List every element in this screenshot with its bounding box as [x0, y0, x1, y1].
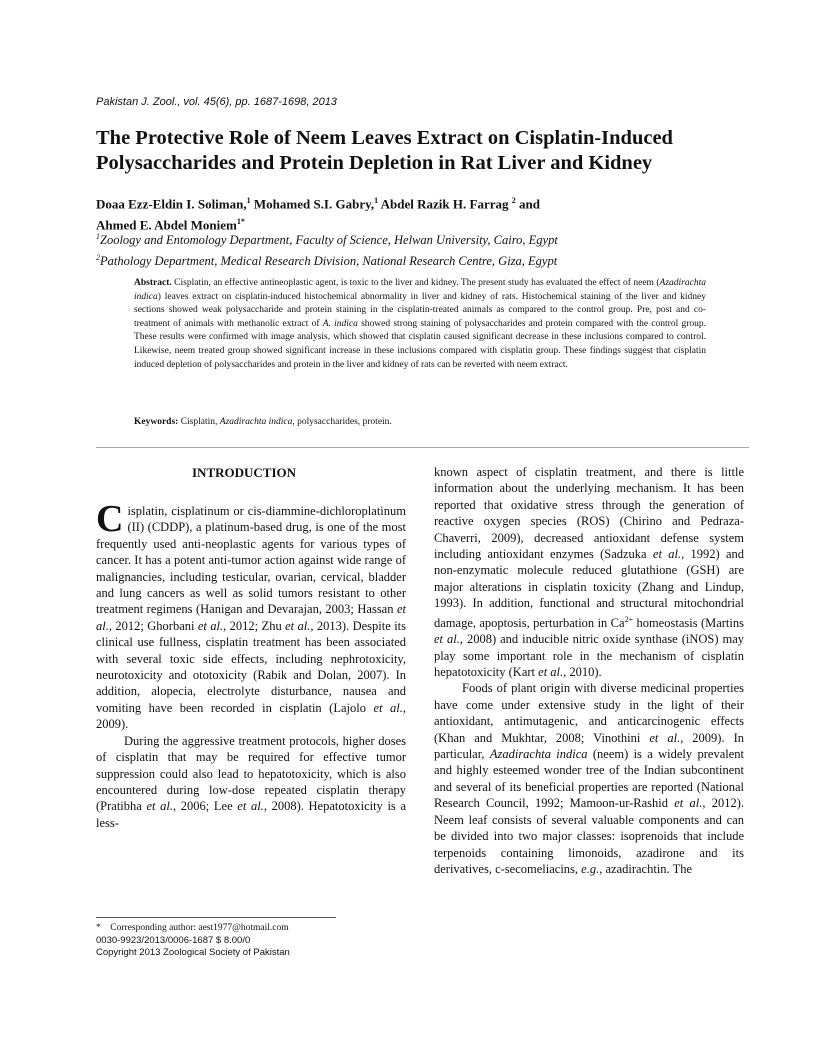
paper-title: The Protective Role of Neem Leaves Extract on Cisplatin-Induced Polysaccharides and Protein Depletion in Rat Liver and Kidney — [96, 127, 673, 174]
author-3: Abdel Razik H. Farrag — [378, 196, 512, 212]
keywords: Keywords: Cisplatin, Azadirachta indica, polysaccharides, protein. — [134, 417, 392, 427]
affiliation-1: $^1$Zoology and Entomology Department, Faculty of Science, Helwan University, Cairo, Egypt — [96, 232, 558, 248]
author-3-affil: 2 — [511, 196, 516, 205]
author-1-affil: 1 — [246, 196, 251, 205]
intro-paragraph-4: Foods of plant origin with diverse medicinal properties have come under extensive study in the light of their antioxidant, antimutagenic, and anticarcinogenic effects (Khan and Mukhtar, 2008; Vinothini et al., 2009). In particular, Azadirachta indica (neem) is a widely prevalent and highly esteemed wonder tree of the Indian subcontinent and several of its beneficial properties are reported (National Research Council, 1992; Mamoon-ur-Rashid et al., 2012). Neem leaf consists of several valuable components and can be divided into two major classes: isoprenoids that include terpenoids containing limonoids, azadirone and its derivatives, c-secomeliacins, e.g., azadirachtin. The — [434, 681, 744, 876]
left-column — [96, 498, 407, 831]
author-and: and — [515, 196, 540, 212]
drop-cap: C — [96, 498, 124, 540]
right-column — [434, 464, 744, 877]
abstract-label: Abstract. — [134, 278, 172, 288]
affiliations — [96, 228, 716, 270]
affiliation-2: $^2$Pathology Department, Medical Research Division, National Research Centre, Giza, Egypt — [96, 253, 558, 269]
introduction-heading: INTRODUCTION — [192, 465, 297, 480]
intro-paragraph-2: During the aggressive treatment protocols, higher doses of cisplatin that may be required for effective tumor suppression could also lead to hepatotoxicity, which is also encountered during low-dose repeated cisplatin therapy (Pratibha et al., 2006; Lee et al., 2008). Hepatotoxicity is a less- — [96, 733, 406, 830]
footnotes — [96, 922, 290, 960]
corresponding-author-note: * Corresponding author: aest1977@hotmail.com — [96, 923, 289, 933]
author-2-affil: 1 — [374, 196, 379, 205]
copyright-line: Copyright 2013 Zoological Society of Pakistan — [96, 947, 290, 959]
intro-paragraph-3: known aspect of cisplatin treatment, and there is little information about the underlying mechanism. It has been reported that oxidative stress through the generation of reactive oxygen species (ROS) (Chirino and Pedraza-Chaverri, 2009), decreased antioxidant defense system including antioxidant enzymes (Sadzuka et al., 1992) and non-enzymatic molecule reduced glutathione (GSH) are major alterations in cisplatin toxicity (Zhang and Lindup, 1993). In addition, functional and structural mitochondrial damage, apoptosis, perturbation in $Ca^{2+}$ homeostasis (Martins et al., 2008) and inducible nitric oxide synthase (iNOS) may play some important role in the mechanism of cisplatin hepatotoxicity (Kart et al., 2010). — [434, 465, 744, 680]
journal-citation: Pakistan J. Zool., vol. 45(6), pp. 1687-1698, 2013 — [96, 96, 337, 108]
author-2: Mohamed S.I. Gabry, — [250, 196, 375, 212]
footnote-divider — [96, 917, 336, 918]
abstract: Abstract. Cisplatin, an effective antineoplastic agent, is toxic to the liver and kidney. The present study has evaluated the effect of neem (Azadirachta indica) leaves extract on cisplatin-induced histochemical abnormality in liver and kidney of rats. Histochemical staining of the liver and kidney sections showed weak polysaccharide and protein staining in the cisplatin-treated animals as compared to the control group. Pre, post and co-treatment of animals with methanolic extract of A. indica showed strong staining of polysaccharides and protein compared with the control group. These results were confirmed with image analysis, which showed that cisplatin caused significant decrease in these inclusions compared to control. Likewise, neem treated group showed significant increase in these inclusions compared with cisplatin group. These findings suggest that cisplatin induced depletion of polysaccharides and protein in the liver and kidney of rats can be reverted with neem extract. — [134, 278, 706, 370]
keywords-label: Keywords: — [134, 417, 179, 427]
author-4-affil: 1* — [236, 217, 245, 227]
section-divider — [96, 447, 749, 448]
author-1: Doaa Ezz-Eldin I. Soliman, — [96, 196, 247, 212]
intro-paragraph-1: Cisplatin, cisplatinum or cis-diammine-dichloroplatinum (II) (CDDP), a platinum-based drug, is one of the most frequently used anti-neoplastic agents for various types of cancer. It has a potent anti-tumor action against wide range of malignancies, including testicular, ovarian, cervical, bladder and lung cancers as well as solid tumors resistant to other treatment regimens (Hanigan and Devarajan, 2003; Hassan et al., 2012; Ghorbani et al., 2012; Zhu et al., 2013). Despite its clinical use fullness, cisplatin treatment has been associated with several toxic side effects, including nephrotoxicity, neurotoxicity and ototoxicity (Rabik and Dolan, 2007). In addition, alopecia, electrolyte disturbance, nausea and vomiting have been recorded in cisplatin (Lajolo et al., 2009). — [96, 498, 407, 732]
issn-line: 0030-9923/2013/0006-1687 $ 8.00/0 — [96, 934, 251, 946]
author-4: Ahmed E. Abdel Moniem — [96, 217, 237, 233]
